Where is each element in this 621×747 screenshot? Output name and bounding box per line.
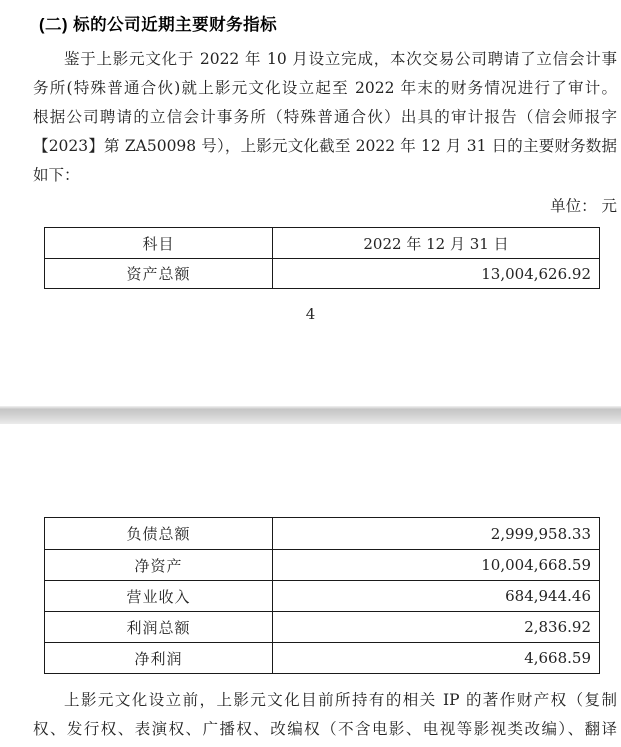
page-break-separator bbox=[0, 406, 621, 424]
paragraph-line: 鉴于上影元文化于 2022 年 10 月设立完成，本次交易公司聘请了立信会计事 bbox=[64, 50, 617, 68]
table-row bbox=[45, 518, 599, 549]
cell-value: 2,999,958.33 bbox=[490, 524, 591, 543]
header-cell-subject: 科目 bbox=[45, 228, 273, 258]
intro-paragraph bbox=[33, 45, 617, 190]
cell-label: 负债总额 bbox=[45, 518, 273, 549]
table-row bbox=[45, 580, 599, 611]
paragraph-line: 【2023】第 ZA50098 号），上影元文化截至 2022 年 12 月 31 日的主要财务数据 bbox=[33, 137, 617, 155]
section-heading: (二) 标的公司近期主要财务指标 bbox=[39, 16, 278, 34]
table-header-row bbox=[45, 228, 599, 258]
page-number: 4 bbox=[305, 305, 316, 323]
table-row bbox=[45, 611, 599, 642]
cell-label: 利润总额 bbox=[45, 612, 273, 642]
paragraph-line: 务所(特殊普通合伙)就上影元文化设立起至 2022 年末的财务情况进行了审计。 bbox=[33, 79, 617, 97]
cell-label: 营业收入 bbox=[45, 581, 273, 611]
cell-value: 2,836.92 bbox=[524, 618, 591, 636]
cell-label: 净利润 bbox=[45, 643, 273, 673]
financial-table-top bbox=[44, 227, 600, 289]
paragraph-line: 如下： bbox=[33, 166, 80, 184]
cell-value: 684,944.46 bbox=[505, 587, 591, 605]
unit-label: 单位： 元 bbox=[550, 197, 617, 215]
cell-value: 13,004,626.92 bbox=[481, 264, 591, 283]
closing-paragraph bbox=[33, 686, 617, 744]
paragraph-line: 上影元文化设立前，上影元文化目前所持有的相关 IP 的著作财产权（复制 bbox=[64, 691, 617, 709]
cell-value: 4,668.59 bbox=[524, 649, 591, 667]
paragraph-line: 根据公司聘请的立信会计事务所（特殊普通合伙）出具的审计报告（信会师报字 bbox=[33, 108, 617, 126]
table-row bbox=[45, 549, 599, 580]
financial-table-continued bbox=[44, 517, 600, 674]
table-row bbox=[45, 258, 599, 288]
header-cell-date: 2022 年 12 月 31 日 bbox=[363, 234, 509, 253]
paragraph-line: 权、发行权、表演权、广播权、改编权（不含电影、电视等影视类改编）、翻译 bbox=[33, 720, 617, 738]
cell-value: 10,004,668.59 bbox=[481, 556, 591, 574]
cell-label: 净资产 bbox=[45, 550, 273, 580]
cell-label: 资产总额 bbox=[45, 259, 273, 288]
table-row bbox=[45, 642, 599, 673]
page-2 bbox=[0, 424, 621, 747]
